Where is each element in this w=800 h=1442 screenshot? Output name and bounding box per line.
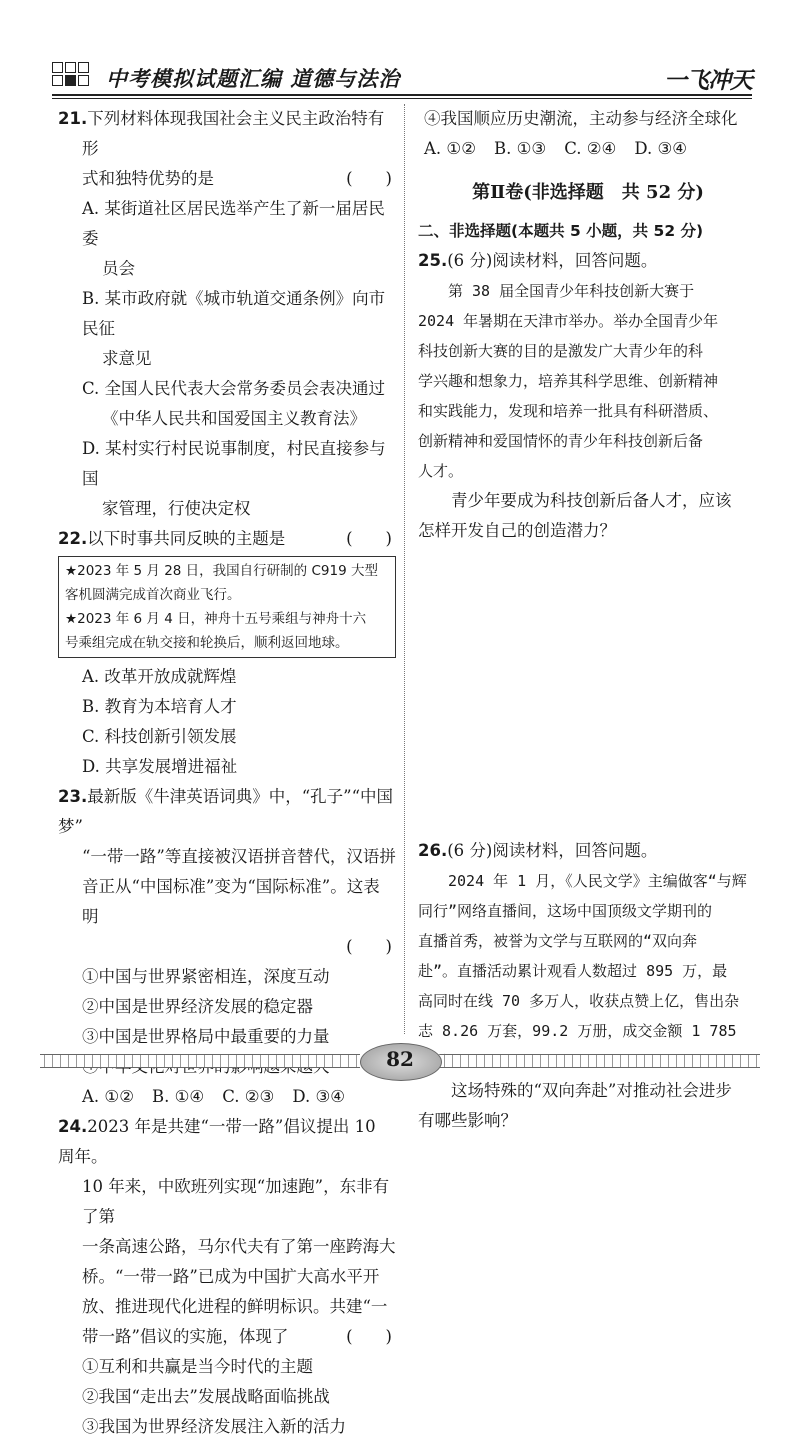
header-rule-thin (52, 98, 752, 99)
material-line: 科技创新大赛的目的是激发广大青少年的科 (418, 342, 704, 360)
news-line: ★2023 年 6 月 4 日，神舟十五号乘组与神舟十六 (65, 611, 367, 627)
part-2-title: 第Ⅱ卷(非选择题 共 52 分) (472, 182, 704, 203)
option-line: D. 某村实行村民说事制度，村民直接参与国 (82, 439, 386, 488)
header-brand: 一飞冲天 (664, 67, 752, 94)
option-a: A. 改革开放成就辉煌 (82, 667, 237, 686)
question-stem-line: 最新版《牛津英语词典》中，“孔子”“中国梦” (58, 787, 394, 836)
choice-d: D. ③④ (292, 1087, 346, 1106)
material-line: 创新精神和爱国情怀的青少年科技创新后备 (418, 432, 704, 450)
page-header (0, 0, 800, 100)
choices-row (424, 134, 758, 164)
option-b: B. 教育为本培育人才 (82, 697, 237, 716)
question-text (418, 486, 758, 546)
header-rule (52, 94, 752, 96)
statement-2: ②我国“走出去”发展战略面临挑战 (82, 1387, 330, 1406)
material-line: 高同时在线 70 多万人，收获点赞上亿，售出杂 (418, 992, 740, 1010)
option-line: 求意见 (102, 349, 152, 368)
question-stem: 以下时事共同反映的主题是 (87, 529, 286, 548)
choice-c: C. ②④ (564, 139, 617, 158)
question-number: 25. (418, 251, 448, 270)
statement-2: ②中国是世界经济发展的稳定器 (82, 997, 313, 1016)
news-line: ★2023 年 5 月 28 日，我国自行研制的 C919 大型 (65, 563, 378, 579)
question-25 (418, 246, 758, 546)
question-stem-line: 放、推进现代化进程的鲜明标识。共建“一 (82, 1297, 388, 1316)
right-column (418, 104, 758, 1136)
question-stem-line: “一带一路”等直接被汉语拼音替代，汉语拼 (82, 847, 396, 866)
footer-band-right (440, 1054, 760, 1068)
question-line: 怎样开发自己的创造潜力？ (418, 521, 616, 540)
question-intro: (6 分)阅读材料，回答问题。 (447, 841, 658, 860)
answer-paren: ( ) (346, 1327, 392, 1346)
choice-b: B. ①④ (152, 1087, 205, 1106)
answer-paren: ( ) (346, 529, 392, 548)
material-line: 同行”网络直播间，这场中国顶级文学期刊的 (418, 902, 713, 920)
question-stem-line: 10 年来，中欧班列实现“加速跑”，东非有了第 (82, 1177, 390, 1226)
question-number: 23. (58, 787, 88, 806)
question-line: 这场特殊的“双向奔赴”对推动社会进步 (451, 1081, 732, 1100)
column-divider (404, 104, 405, 1034)
material-line: 2024 年暑期在天津市举办。举办全国青少年 (418, 312, 719, 330)
answer-paren: ( ) (346, 937, 392, 956)
material-line: 志 8.26 万套，99.2 万册，成交金额 1 785 (418, 1022, 737, 1040)
choice-c: C. ②③ (222, 1087, 275, 1106)
material-line: 和实践能力，发现和培养一批具有科研潜质、 (418, 402, 719, 420)
statement-1: ①中国与世界紧密相连，深度互动 (82, 967, 330, 986)
material-line: 第 38 届全国青少年科技创新大赛于 (448, 282, 695, 300)
statement-3: ③中国是世界格局中最重要的力量 (82, 1027, 330, 1046)
question-stem-line: 下列材料体现我国社会主义民主政治特有形 (82, 109, 385, 158)
answer-space (418, 546, 758, 836)
choice-a: A. ①② (82, 1087, 134, 1106)
statement-1: ①互利和共赢是当今时代的主题 (82, 1357, 313, 1376)
option-line: 员会 (102, 259, 135, 278)
option-line: B. 某市政府就《城市轨道交通条例》向市民征 (82, 289, 386, 338)
option-c (82, 374, 396, 434)
option-c: C. 科技创新引领发展 (82, 727, 237, 746)
choice-d: D. ③④ (634, 139, 688, 158)
material-line: 2024 年 1 月，《人民文学》主编做客“与辉 (448, 872, 747, 890)
material-line: 人才。 (418, 462, 464, 480)
question-number: 24. (58, 1117, 88, 1136)
question-21 (58, 104, 396, 524)
choice-b: B. ①③ (494, 139, 547, 158)
option-d (82, 434, 396, 524)
option-line: 家管理，行使决定权 (102, 499, 251, 518)
news-item (65, 559, 389, 607)
page-number: 82 (386, 1047, 414, 1071)
option-line: 《中华人民共和国爱国主义教育法》 (102, 409, 366, 428)
option-d: D. 共享发展增进福祉 (82, 757, 238, 776)
header-squares-icon (52, 62, 104, 88)
option-line: A. 某街道社区居民选举产生了新一届居民委 (82, 199, 385, 248)
section-subtitle: 二、非选择题(本题共 5 小题，共 52 分) (418, 222, 704, 240)
left-column (58, 104, 396, 1442)
page-footer (0, 1035, 800, 1095)
question-stem-line: 一条高速公路，马尔代夫有了第一座跨海大 (82, 1237, 396, 1256)
material-paragraph (418, 276, 758, 486)
question-stem-line: 式和独特优势的是 (82, 169, 214, 188)
question-stem-line: 桥。“一带一路”已成为中国扩大高水平开 (82, 1267, 380, 1286)
question-line: 有哪些影响？ (418, 1111, 517, 1130)
question-stem-line: 音正从“中国标准”变为“国际标准”。这表明 (82, 877, 380, 926)
material-line: 直播首秀，被誉为文学与互联网的“双向奔 (418, 932, 698, 950)
question-intro: (6 分)阅读材料，回答问题。 (447, 251, 658, 270)
choice-a: A. ①② (424, 139, 476, 158)
question-stem-line: 2023 年是共建“一带一路”倡议提出 10 周年。 (58, 1117, 376, 1166)
question-number: 26. (418, 841, 448, 860)
footer-band-left (40, 1054, 360, 1068)
material-line: 赴”。直播活动累计观看人数超过 895 万，最 (418, 962, 728, 980)
news-box (58, 556, 396, 658)
question-24 (58, 1112, 396, 1442)
statement-3: ③我国为世界经济发展注入新的活力 (82, 1417, 346, 1436)
news-line: 号乘组完成在轨交接和轮换后，顺利返回地球。 (65, 635, 349, 651)
news-line: 客机圆满完成首次商业飞行。 (65, 587, 241, 603)
answer-paren: ( ) (346, 169, 392, 188)
question-number: 21. (58, 109, 88, 128)
material-line: 学兴趣和想象力，培养其科学思维、创新精神 (418, 372, 719, 390)
question-22 (58, 524, 396, 782)
question-number: 22. (58, 529, 88, 548)
header-title: 中考模拟试题汇编 道德与法治 (106, 66, 401, 91)
question-stem-line: 带一路”倡议的实施，体现了 (82, 1327, 289, 1346)
option-b (82, 284, 396, 374)
option-a (82, 194, 396, 284)
statement-4: ④我国顺应历史潮流，主动参与经济全球化 (424, 109, 738, 128)
question-line: 青少年要成为科技创新后备人才，应该 (451, 491, 732, 510)
option-line: C. 全国人民代表大会常务委员会表决通过 (82, 379, 386, 398)
news-item (65, 607, 389, 655)
